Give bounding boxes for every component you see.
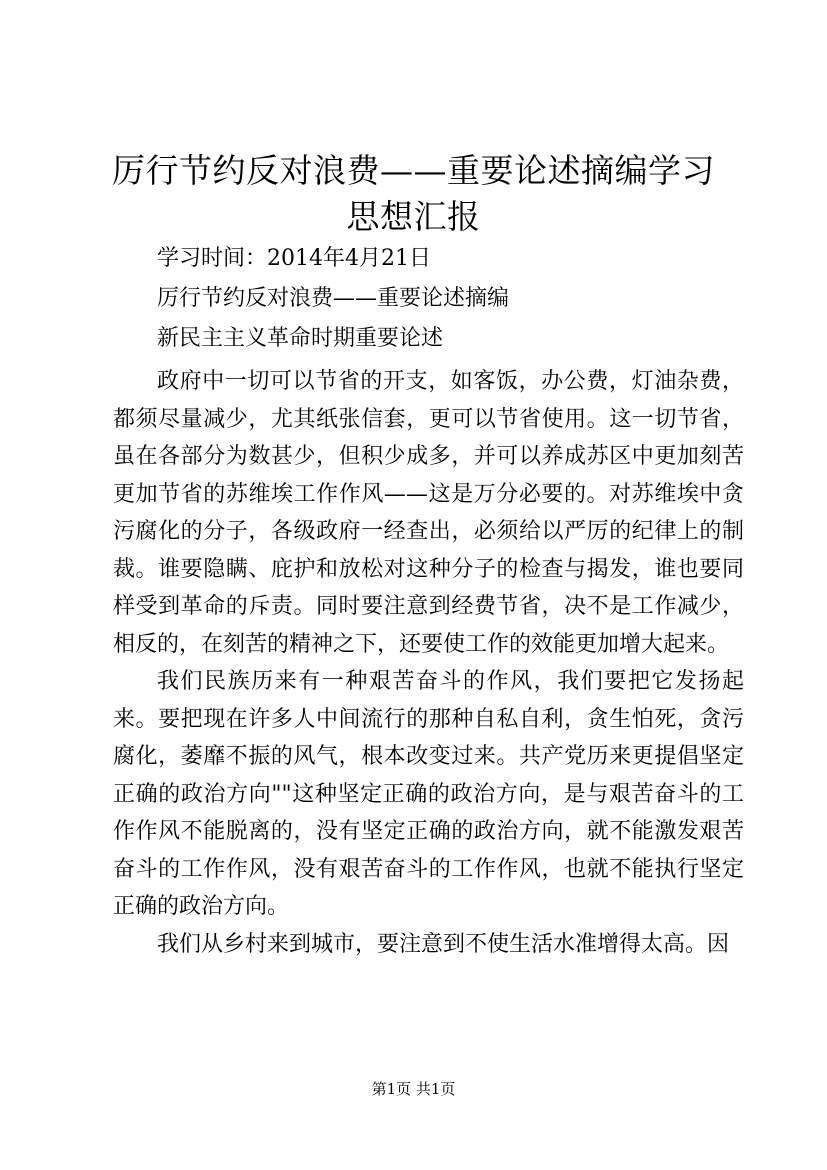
section-heading: 新民主主义革命时期重要论述 bbox=[157, 326, 444, 351]
body-paragraph: 我们民族历来有一种艰苦奋斗的作风，我们要把它发扬起来。要把现在许多人中间流行的那种自私自利，贪生怕死，贪污腐化，萎靡不振的风气，根本改变过来。共产党历来更提倡坚定正确的政治方向""这种坚定正确的政治方向，是与艰苦奋斗的工作作风不能脱离的，没有坚定正确的政治方向，就不能激发艰苦奋斗的工作作风，没有艰苦奋斗的工作作风，也就不能执行坚定正确的政治方向。 bbox=[113, 669, 744, 919]
document-title: 厉行节约反对浪费——重要论述摘编学习思想汇报 bbox=[112, 151, 715, 236]
document-body bbox=[113, 363, 744, 963]
page-footer: 第1页 共1页 bbox=[371, 1080, 456, 1098]
body-paragraph: 我们从乡村来到城市，要注意到不使生活水准增得太高。因 bbox=[157, 931, 730, 957]
study-time: 学习时间：2014年4月21日 bbox=[157, 246, 431, 271]
document-subtitle: 厉行节约反对浪费——重要论述摘编 bbox=[157, 286, 510, 311]
body-paragraph: 政府中一切可以节省的开支，如客饭，办公费，灯油杂费，都须尽量减少，尤其纸张信套，更可以节省使用。这一切节省，虽在各部分为数甚少，但积少成多，并可以养成苏区中更加刻苦更加节省的苏维埃工作作风——这是万分必要的。对苏维埃中贪污腐化的分子，各级政府一经查出，必须给以严厉的纪律上的制裁。谁要隐瞒、庇护和放松对这种分子的检查与揭发，谁也要同样受到革命的斥责。同时要注意到经费节省，决不是工作减少，相反的，在刻苦的精神之下，还要使工作的效能更加增大起来。 bbox=[113, 369, 744, 657]
